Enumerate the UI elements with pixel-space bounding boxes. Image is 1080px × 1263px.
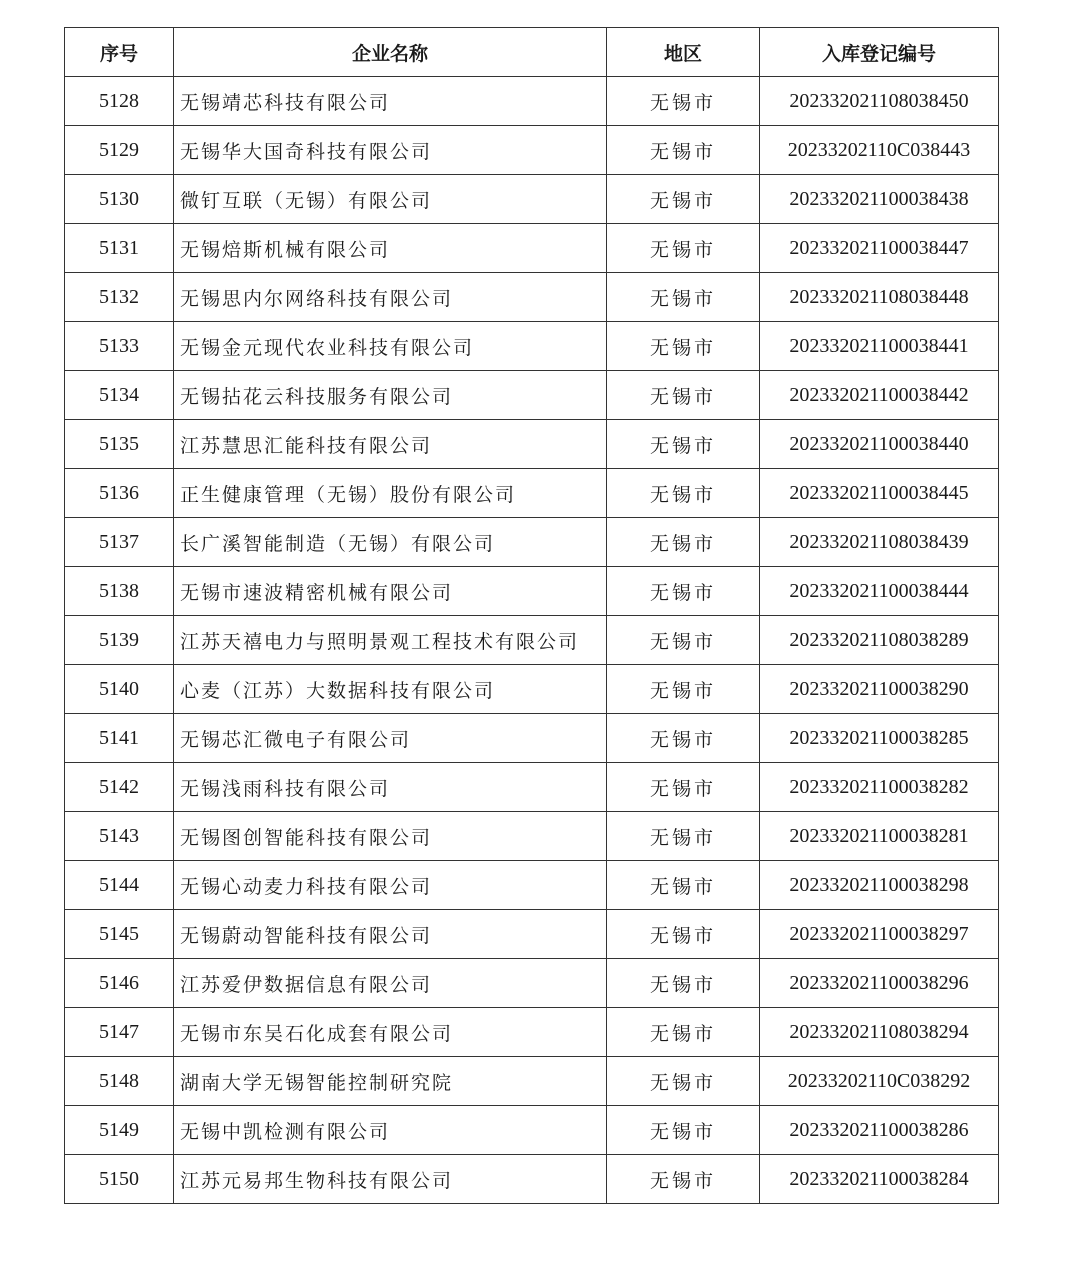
row-seq: 5128 [65,77,174,126]
row-seq: 5129 [65,126,174,175]
row-region: 无锡市 [607,812,760,861]
row-registration-number: 202332021108038294 [760,1008,999,1057]
row-seq: 5132 [65,273,174,322]
row-company-name: 无锡靖芯科技有限公司 [174,77,607,126]
row-seq: 5134 [65,371,174,420]
row-registration-number: 202332021100038438 [760,175,999,224]
row-seq: 5130 [65,175,174,224]
row-company-name: 江苏慧思汇能科技有限公司 [174,420,607,469]
row-company-name: 无锡市速波精密机械有限公司 [174,567,607,616]
header-seq: 序号 [65,28,174,77]
row-seq: 5144 [65,861,174,910]
row-seq: 5139 [65,616,174,665]
row-region: 无锡市 [607,665,760,714]
row-seq: 5142 [65,763,174,812]
header-company-name: 企业名称 [174,28,607,77]
row-region: 无锡市 [607,371,760,420]
row-registration-number: 202332021100038285 [760,714,999,763]
table-row [65,714,999,763]
row-region: 无锡市 [607,616,760,665]
row-registration-number: 202332021100038281 [760,812,999,861]
row-registration-number: 202332021100038442 [760,371,999,420]
row-company-name: 无锡思内尔网络科技有限公司 [174,273,607,322]
row-region: 无锡市 [607,1106,760,1155]
row-region: 无锡市 [607,77,760,126]
row-seq: 5138 [65,567,174,616]
row-company-name: 无锡心动麦力科技有限公司 [174,861,607,910]
table-row [65,371,999,420]
row-seq: 5147 [65,1008,174,1057]
row-registration-number: 202332021108038289 [760,616,999,665]
row-company-name: 无锡浅雨科技有限公司 [174,763,607,812]
row-seq: 5131 [65,224,174,273]
row-registration-number: 202332021100038445 [760,469,999,518]
row-registration-number: 202332021108038450 [760,77,999,126]
row-registration-number: 202332021100038286 [760,1106,999,1155]
row-region: 无锡市 [607,763,760,812]
row-seq: 5145 [65,910,174,959]
table-row [65,1106,999,1155]
row-region: 无锡市 [607,959,760,1008]
table-row [65,224,999,273]
table-row [65,273,999,322]
table-row [65,126,999,175]
row-company-name: 无锡华大国奇科技有限公司 [174,126,607,175]
table-row [65,763,999,812]
table-row [65,616,999,665]
row-region: 无锡市 [607,126,760,175]
table-row [65,812,999,861]
table-row [65,861,999,910]
row-region: 无锡市 [607,322,760,371]
table-row [65,1057,999,1106]
row-registration-number: 20233202110C038292 [760,1057,999,1106]
row-seq: 5140 [65,665,174,714]
row-company-name: 无锡市东吴石化成套有限公司 [174,1008,607,1057]
table-row [65,1008,999,1057]
row-company-name: 无锡蔚动智能科技有限公司 [174,910,607,959]
row-seq: 5149 [65,1106,174,1155]
row-seq: 5146 [65,959,174,1008]
row-company-name: 正生健康管理（无锡）股份有限公司 [174,469,607,518]
table-row [65,910,999,959]
row-registration-number: 202332021100038290 [760,665,999,714]
row-company-name: 无锡焙斯机械有限公司 [174,224,607,273]
row-company-name: 江苏元易邦生物科技有限公司 [174,1155,607,1204]
row-registration-number: 202332021100038444 [760,567,999,616]
table-row [65,665,999,714]
row-company-name: 长广溪智能制造（无锡）有限公司 [174,518,607,567]
table-header [65,28,999,77]
row-registration-number: 202332021100038296 [760,959,999,1008]
row-region: 无锡市 [607,910,760,959]
row-company-name: 江苏爱伊数据信息有限公司 [174,959,607,1008]
row-registration-number: 202332021100038447 [760,224,999,273]
row-company-name: 湖南大学无锡智能控制研究院 [174,1057,607,1106]
row-region: 无锡市 [607,518,760,567]
table-row [65,518,999,567]
row-seq: 5137 [65,518,174,567]
row-seq: 5148 [65,1057,174,1106]
table-row [65,959,999,1008]
row-region: 无锡市 [607,1155,760,1204]
row-registration-number: 20233202110C038443 [760,126,999,175]
row-company-name: 无锡图创智能科技有限公司 [174,812,607,861]
row-region: 无锡市 [607,714,760,763]
enterprise-registry-table [64,27,999,1204]
row-seq: 5143 [65,812,174,861]
table-row [65,322,999,371]
row-seq: 5133 [65,322,174,371]
row-region: 无锡市 [607,224,760,273]
row-region: 无锡市 [607,861,760,910]
row-seq: 5150 [65,1155,174,1204]
row-seq: 5136 [65,469,174,518]
row-company-name: 微钉互联（无锡）有限公司 [174,175,607,224]
row-company-name: 无锡拈花云科技服务有限公司 [174,371,607,420]
row-region: 无锡市 [607,175,760,224]
table-row [65,567,999,616]
row-seq: 5141 [65,714,174,763]
table-body [65,77,999,1204]
row-company-name: 江苏天禧电力与照明景观工程技术有限公司 [174,616,607,665]
header-registration-number: 入库登记编号 [760,28,999,77]
row-registration-number: 202332021100038440 [760,420,999,469]
row-registration-number: 202332021100038298 [760,861,999,910]
row-registration-number: 202332021100038282 [760,763,999,812]
table-row [65,420,999,469]
row-company-name: 无锡中凯检测有限公司 [174,1106,607,1155]
header-row [65,28,999,77]
row-region: 无锡市 [607,1008,760,1057]
row-company-name: 无锡芯汇微电子有限公司 [174,714,607,763]
table-row [65,469,999,518]
row-registration-number: 202332021100038297 [760,910,999,959]
row-registration-number: 202332021108038448 [760,273,999,322]
row-region: 无锡市 [607,1057,760,1106]
row-region: 无锡市 [607,420,760,469]
table-row [65,175,999,224]
row-region: 无锡市 [607,567,760,616]
table-row [65,77,999,126]
header-region: 地区 [607,28,760,77]
row-company-name: 无锡金元现代农业科技有限公司 [174,322,607,371]
table-row [65,1155,999,1204]
row-registration-number: 202332021100038284 [760,1155,999,1204]
row-registration-number: 202332021108038439 [760,518,999,567]
row-registration-number: 202332021100038441 [760,322,999,371]
row-region: 无锡市 [607,273,760,322]
row-region: 无锡市 [607,469,760,518]
row-company-name: 心麦（江苏）大数据科技有限公司 [174,665,607,714]
row-seq: 5135 [65,420,174,469]
